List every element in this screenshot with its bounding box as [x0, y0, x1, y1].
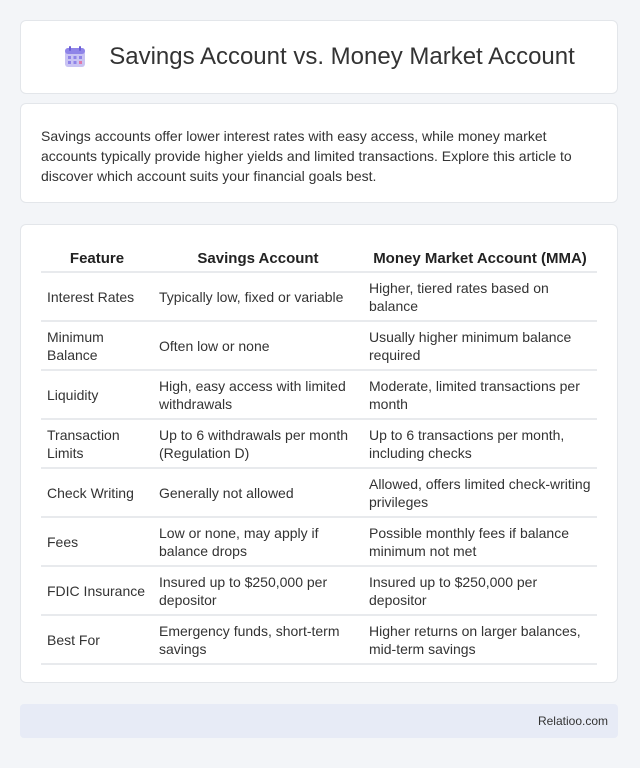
savings-cell: Emergency funds, short-term savings [153, 615, 363, 664]
savings-cell: High, easy access with limited withdrawals [153, 370, 363, 419]
page-title-text: Savings Account vs. Money Market Account [109, 43, 575, 70]
mma-cell: Usually higher minimum balance required [363, 321, 597, 370]
header-mma: Money Market Account (MMA) [363, 245, 597, 272]
mma-cell: Insured up to $250,000 per depositor [363, 566, 597, 615]
savings-cell: Up to 6 withdrawals per month (Regulation D) [153, 419, 363, 468]
table-row [41, 566, 597, 615]
savings-cell: Generally not allowed [153, 468, 363, 517]
comparison-card [20, 224, 618, 683]
table-header-row [41, 245, 597, 272]
intro-text: Savings accounts offer lower interest rates with easy access, while money market accounts typically provide higher yields and limited transactions. Explore this article to discover which account suits your financial goals best. [41, 128, 572, 184]
comparison-table [41, 245, 597, 665]
page-title [63, 43, 575, 71]
feature-cell: Best For [41, 615, 153, 664]
savings-cell: Typically low, fixed or variable [153, 272, 363, 321]
calendar-icon [63, 45, 87, 69]
savings-cell: Often low or none [153, 321, 363, 370]
footer-brand: Relatioo.com [537, 714, 608, 728]
feature-cell: Interest Rates [41, 272, 153, 321]
feature-cell: Minimum Balance [41, 321, 153, 370]
table-row [41, 321, 597, 370]
mma-cell: Up to 6 transactions per month, including checks [363, 419, 597, 468]
intro-card [20, 103, 618, 203]
table-row [41, 370, 597, 419]
feature-cell: Liquidity [41, 370, 153, 419]
feature-cell: Fees [41, 517, 153, 566]
feature-cell: Check Writing [41, 468, 153, 517]
table-row [41, 272, 597, 321]
mma-cell: Moderate, limited transactions per month [363, 370, 597, 419]
header-feature: Feature [41, 245, 153, 272]
table-row [41, 419, 597, 468]
mma-cell: Higher returns on larger balances, mid-term savings [363, 615, 597, 664]
mma-cell: Allowed, offers limited check-writing privileges [363, 468, 597, 517]
table-row [41, 468, 597, 517]
savings-cell: Low or none, may apply if balance drops [153, 517, 363, 566]
header-savings: Savings Account [153, 245, 363, 272]
mma-cell: Possible monthly fees if balance minimum not met [363, 517, 597, 566]
table-row [41, 517, 597, 566]
table-row [41, 615, 597, 664]
footer [20, 704, 618, 738]
mma-cell: Higher, tiered rates based on balance [363, 272, 597, 321]
title-card [20, 20, 618, 94]
savings-cell: Insured up to $250,000 per depositor [153, 566, 363, 615]
feature-cell: FDIC Insurance [41, 566, 153, 615]
feature-cell: Transaction Limits [41, 419, 153, 468]
